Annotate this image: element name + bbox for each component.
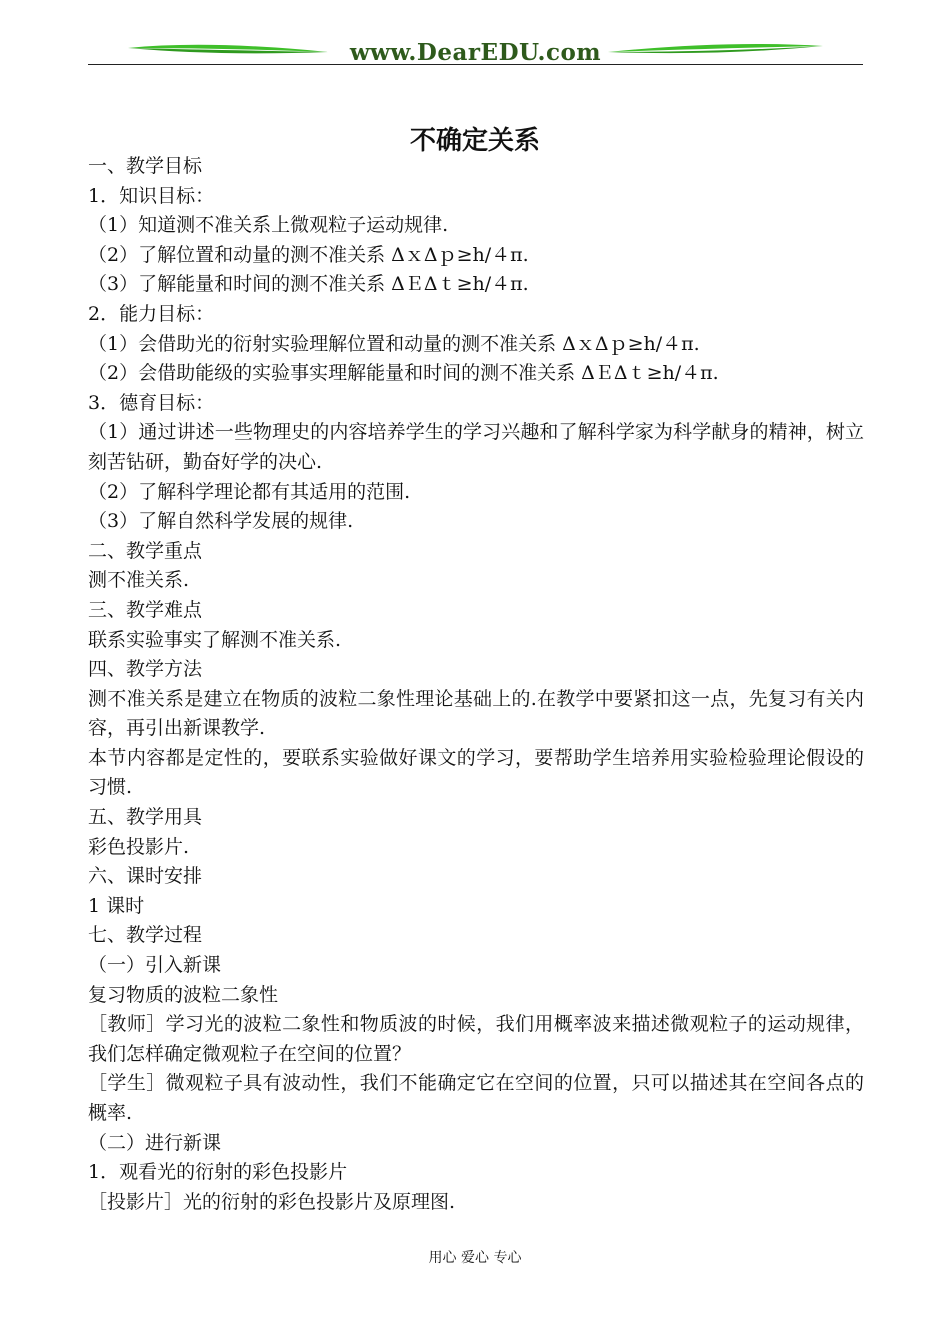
text-line: （2）了解位置和动量的测不准关系 ΔｘΔｐ≥h/４π. [88, 243, 529, 266]
text-line: （2）了解科学理论都有其适用的范围. [88, 480, 411, 503]
document-body [88, 152, 864, 1217]
text-line: 二、教学重点 [88, 539, 203, 562]
text-line: 五、教学用具 [88, 806, 203, 829]
text-line: 1 课时 [88, 894, 145, 917]
text-line: （二）进行新课 [88, 1131, 222, 1154]
text-line: 3．德育目标： [88, 391, 215, 414]
text-line: （1）知道测不准关系上微观粒子运动规律. [88, 214, 449, 237]
text-line: （3）了解能量和时间的测不准关系 ΔＥΔｔ≥h/４π. [88, 273, 529, 296]
text-line: 1．观看光的衍射的彩色投影片 [88, 1161, 348, 1184]
paragraph: ［教师］学习光的波粒二象性和物质波的时候，我们用概率波来描述微观粒子的运动规律，我们怎样确定微观粒子在空间的位置？ [88, 1013, 864, 1065]
page-footer: 用心 爱心 专心 [428, 1250, 522, 1266]
header-rule [88, 64, 863, 65]
text-line: 六、课时安排 [88, 865, 203, 888]
paragraph: ［学生］微观粒子具有波动性，我们不能确定它在空间的位置，只可以描述其在空间各点的概率. [88, 1072, 864, 1124]
paragraph: （1）通过讲述一些物理史的内容培养学生的学习兴趣和了解科学家为科学献身的精神，树立刻苦钻研，勤奋好学的决心. [88, 421, 864, 473]
text-line: （1）会借助光的衍射实验理解位置和动量的测不准关系 ΔｘΔｐ≥h/４π. [88, 332, 700, 355]
text-line: 2．能力目标： [88, 302, 215, 325]
paragraph: 测不准关系是建立在物质的波粒二象性理论基础上的.在教学中要紧扣这一点，先复习有关内容，再引出新课教学. [88, 687, 864, 740]
text-line: 测不准关系. [88, 569, 190, 592]
text-line: 一、教学目标 [88, 155, 203, 177]
text-line: 四、教学方法 [88, 658, 203, 681]
paragraph: 本节内容都是定性的，要联系实验做好课文的学习，要帮助学生培养用实验检验理论假设的习惯. [88, 746, 864, 799]
text-line: 三、教学难点 [88, 598, 203, 621]
text-line: 1．知识目标： [88, 184, 215, 207]
text-line: 七、教学过程 [88, 924, 203, 947]
text-line: ［投影片］光的衍射的彩色投影片及原理图. [88, 1190, 456, 1213]
text-line: 彩色投影片. [88, 835, 190, 858]
text-line: 联系实验事实了解测不准关系. [88, 628, 342, 651]
text-line: （2）会借助能级的实验事实理解能量和时间的测不准关系 ΔＥΔｔ≥h/４π. [88, 362, 719, 385]
text-line: （一）引入新课 [88, 954, 222, 977]
site-logo-text[interactable]: www.DearEDU.com [349, 39, 602, 66]
text-line: （3）了解自然科学发展的规律. [88, 510, 354, 533]
text-line: 复习物质的波粒二象性 [88, 983, 279, 1006]
page-title: 不确定关系 [409, 126, 540, 156]
